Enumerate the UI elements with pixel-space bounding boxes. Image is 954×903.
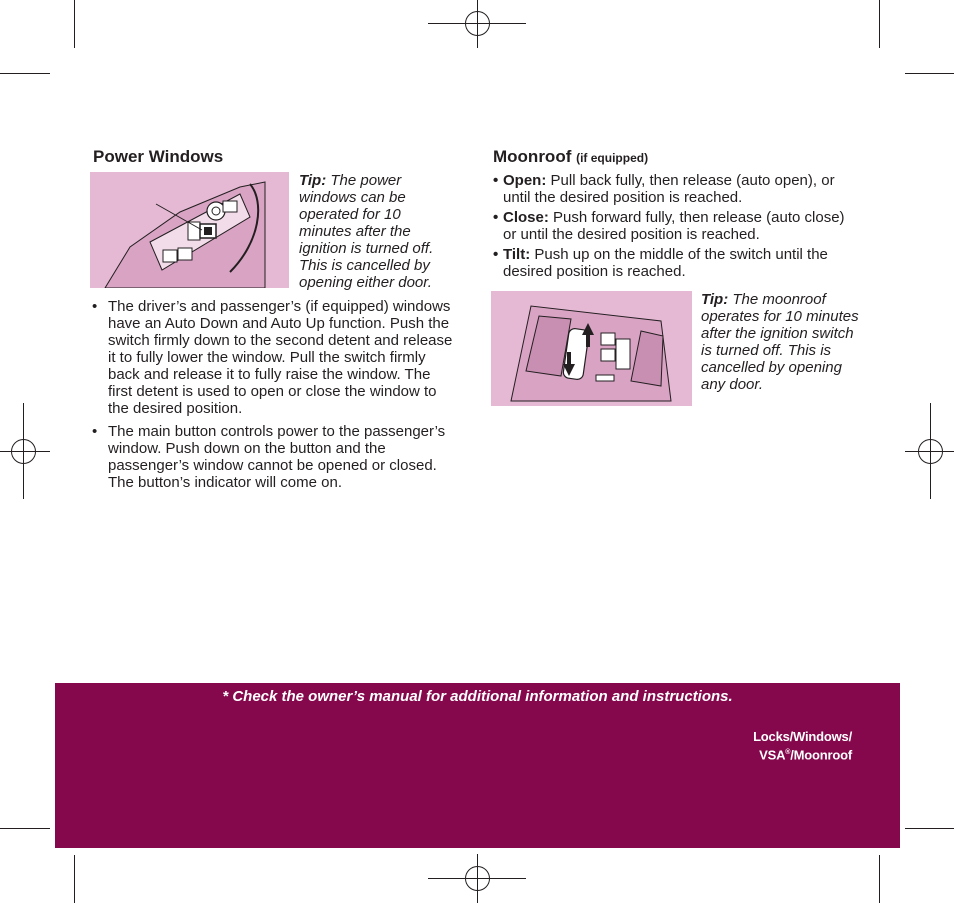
tilt-term: Tilt: [503, 246, 531, 263]
list-item: • Tilt: Push up on the middle of the switch until the desired position is reached. [493, 246, 828, 280]
moonroof-bullets [493, 172, 855, 283]
open-term: Open: [503, 172, 547, 189]
list-item: • The driver’s and passenger’s (if equipped) windows have an Auto Down and Auto Up function. Push the switch firmly down to the second detent and release it to fully lower the window. Pull the switch firmly back and release it to fully raise the window. The first detent is used to open or close the window to the desired position. [92, 298, 453, 417]
moonroof-title: Moonroof (if equipped) [493, 147, 649, 166]
tip-text: The moonroof operates for 10 minutes after the ignition switch is turned off. This is cancelled by opening any door. [701, 291, 859, 393]
list-item: • The main button controls power to the passenger’s window. Push down on the button and the passenger’s window cannot be opened or closed. The button’s indicator will come on. [92, 423, 446, 491]
power-windows-title: Power Windows [93, 147, 224, 166]
footer-note: * Check the owner’s manual for additional information and instructions. [222, 688, 733, 705]
moonroof-title-note: (if equipped) [576, 151, 649, 165]
power-windows-tip [299, 172, 454, 291]
footer-band [55, 683, 900, 848]
section-label: Locks/Windows/ VSA®/Moonroof [753, 729, 852, 763]
tip-label: Tip: [701, 291, 729, 308]
list-item: • Close: Push forward fully, then release (auto close) or until the desired position is reached. [493, 209, 845, 243]
moonroof-switch-image [491, 291, 692, 406]
power-windows-section [93, 147, 223, 167]
tip-text: The power windows can be operated for 10 minutes after the ignition is turned off. This is cancelled by opening either door. [299, 172, 434, 291]
power-window-switch-image [90, 172, 289, 288]
tip-label: Tip: [299, 172, 327, 189]
list-item: • Open: Pull back fully, then release (auto open), or until the desired position is reached. [493, 172, 835, 206]
power-window-switch-icon [90, 172, 289, 288]
moonroof-tip [701, 291, 859, 393]
moonroof-section [493, 147, 648, 167]
power-windows-bullets [90, 298, 455, 497]
close-term: Close: [503, 209, 549, 226]
moonroof-switch-icon [491, 291, 692, 406]
